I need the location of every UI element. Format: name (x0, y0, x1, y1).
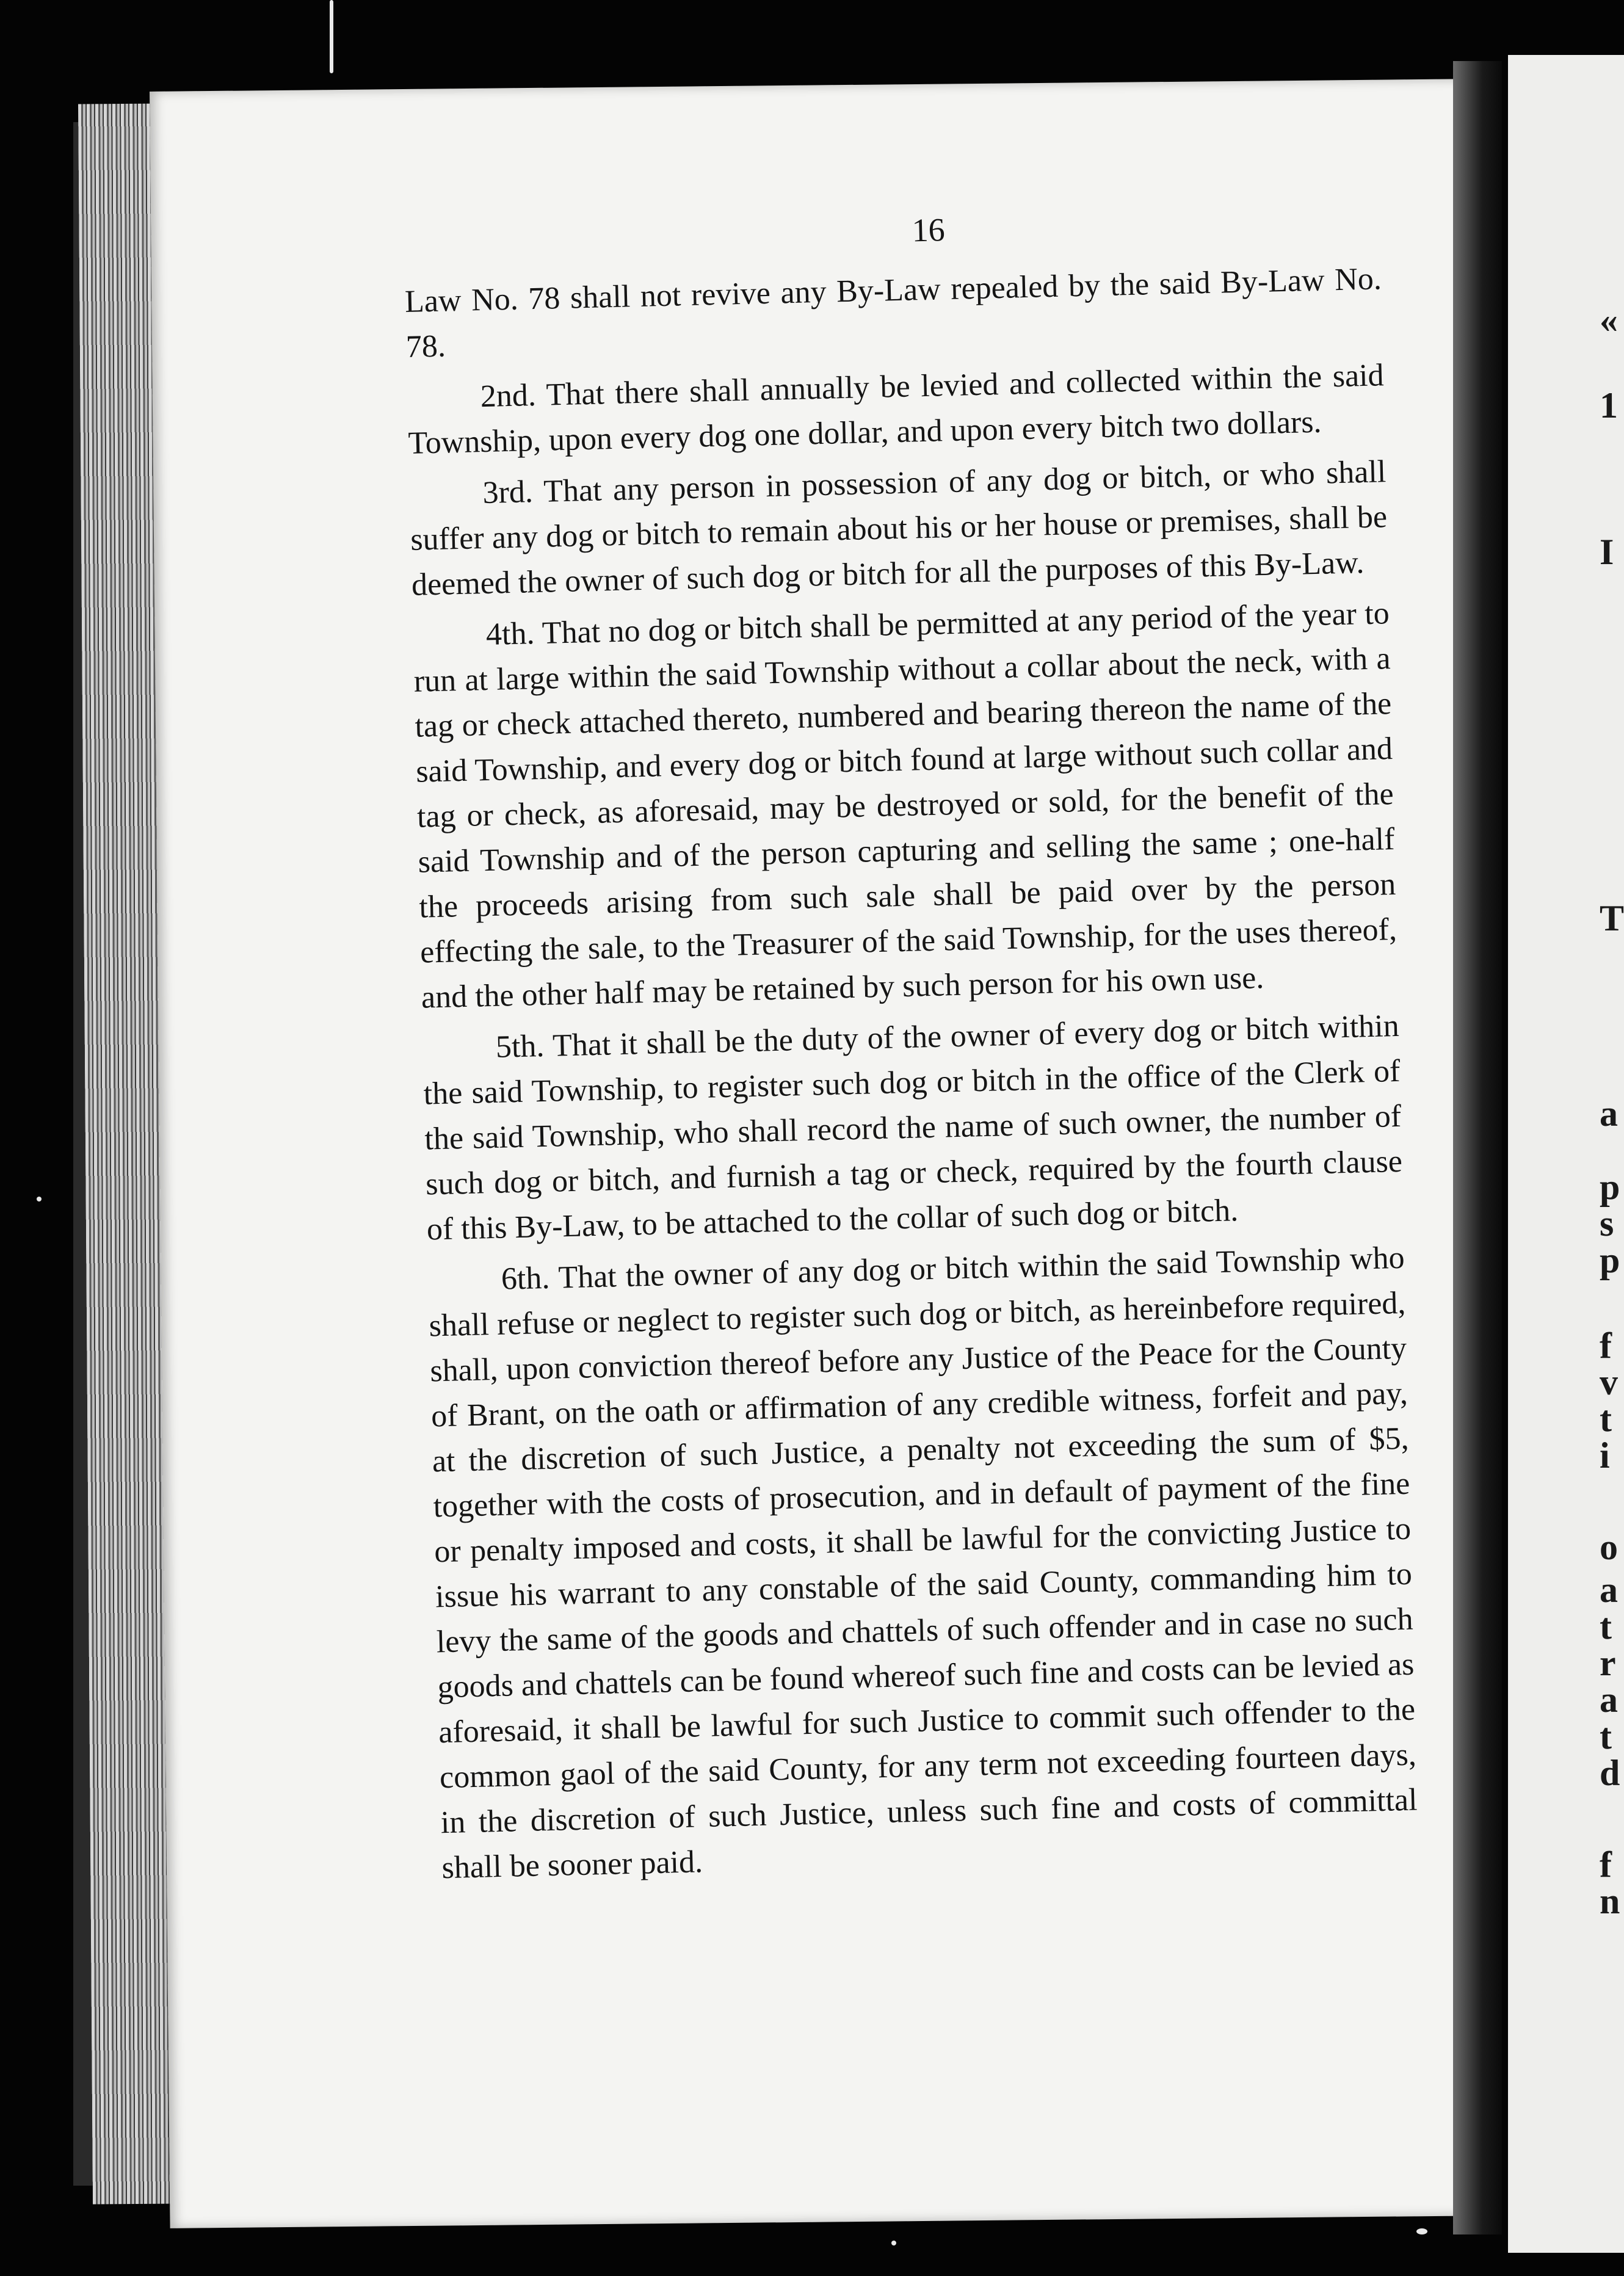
facing-page-fragment: a (1600, 1093, 1618, 1134)
facing-page-fragment: f (1600, 1844, 1612, 1885)
facing-page-fragment: s (1600, 1203, 1614, 1244)
facing-page-fragment: I (1600, 532, 1614, 572)
facing-page-fragment: 1 (1600, 385, 1618, 426)
facing-page-fragment: o (1600, 1527, 1618, 1567)
paragraph: Law No. 78 shall not revive any By-Law repealed by the said By-Law No. 78. (404, 261, 1382, 364)
facing-page-fragment: r (1600, 1643, 1616, 1683)
facing-page-strip (1508, 55, 1624, 2253)
facing-page-fragment: v (1600, 1362, 1618, 1402)
facing-page-fragment: t (1600, 1399, 1612, 1439)
paragraph: 3rd. That any person in possession of any dog or bitch, or who shall suffer any dog or bitch to remain about his or her house or premises, shall be deemed the owner of such dog or bitch for all the purposes of this By-Law. (410, 454, 1388, 603)
paragraph: 2nd. That there shall annually be levied and collected within the said Township, upon every dog one dollar, and upon every bitch two dollars. (407, 358, 1385, 461)
facing-page-fragment: d (1600, 1753, 1620, 1793)
scan-artifact (891, 2241, 896, 2245)
facing-page-fragment: p (1600, 1167, 1620, 1207)
page-number: 16 (911, 211, 946, 249)
facing-page-fragment: T (1600, 898, 1624, 938)
facing-page-fragment: a (1600, 1570, 1618, 1610)
facing-page-fragment: i (1600, 1435, 1610, 1476)
book-gutter (1453, 61, 1502, 2234)
page-text-block (403, 197, 1419, 1897)
paragraph: 4th. That no dog or bitch shall be permitted at any period of the year to run at large within the said Township without a collar about the neck, with a tag or check attached thereto, numbered and bearing thereon the name of the said Township, and every dog or bitch found at large without such collar and tag or check, as aforesaid, may be destroyed or sold, for the benefit of the said Township and of the person capturing and selling the same ; one-half the proceeds arising from such sale shall be paid over by the person effecting the sale, to the Treasurer of the said Township, for the uses thereof, and the other half may be retained by such person for his own use. (413, 596, 1397, 1015)
scan-artifact (1416, 2228, 1427, 2234)
paragraph: 5th. That it shall be the duty of the owner of every dog or bitch within the said Township, to register such dog or bitch in the office of the Clerk of the said Township, who shall record the name of such owner, the number of such dog or bitch, and furnish a tag or check, required by the fourth clause of this By-Law, to be attached to the collar of such dog or bitch. (423, 1008, 1403, 1247)
facing-page-fragment: n (1600, 1881, 1620, 1921)
facing-page-fragment: f (1600, 1325, 1612, 1366)
facing-page-fragment: t (1600, 1716, 1612, 1756)
facing-page-fragment: p (1600, 1240, 1620, 1280)
scan-artifact (330, 0, 333, 73)
facing-page-fragment: « (1600, 300, 1618, 340)
facing-page-fragment: t (1600, 1606, 1612, 1647)
facing-page-fragment: a (1600, 1680, 1618, 1720)
scan-artifact (37, 1197, 42, 1201)
paragraph: 6th. That the owner of any dog or bitch within the said Township who shall refuse or neglect to register such dog or bitch, as hereinbefore required, shall, upon conviction thereof before any Justice of the Peace for the County of Brant, on the oath or affirmation of any credible witness, forfeit and pay, at the discretion of such Justice, a penalty not exceeding the sum of $5, together with the costs of prosecution, and in default of payment of the fine or penalty imposed and costs, it shall be lawful for the convicting Justice to issue his warrant to any constable of the said County, commanding him to levy the same of the goods and chattels of such offender and in case no such goods and chattels can be found whereof such fine and costs can be levied as aforesaid, it shall be lawful for such Justice to commit such offender to the common gaol of the said County, for any term not exceeding fourteen days, in the discretion of such Justice, unless such fine and costs of committal shall be sooner paid. (429, 1240, 1418, 1886)
